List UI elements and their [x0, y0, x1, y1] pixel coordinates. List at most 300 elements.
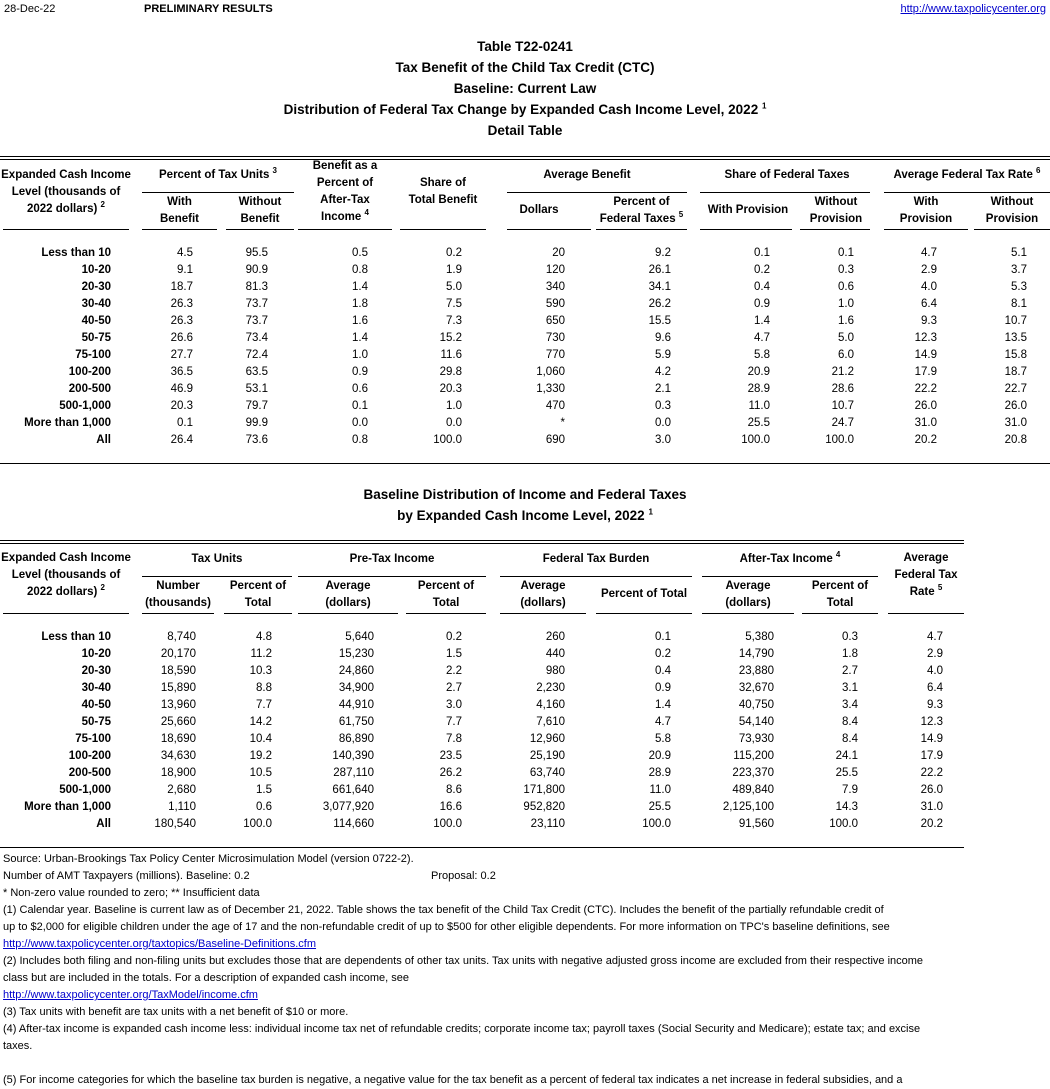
table-cell: 100.0: [433, 434, 462, 446]
table-cell: 73.7: [245, 298, 268, 310]
underline: [802, 613, 878, 614]
table-cell: 1.6: [838, 315, 854, 327]
col-header-share-total-benefit: Share of Total Benefit: [408, 177, 478, 206]
table-cell: 15.2: [439, 332, 462, 344]
underline: [700, 192, 870, 193]
col-header-income-level: Expanded Cash Income Level (thousands of 2022 dollars) $^2$: [1, 169, 131, 215]
table-cell: 7,610: [536, 716, 565, 728]
underline: [596, 229, 687, 230]
table-cell: 4.0: [921, 281, 937, 293]
table-cell: 120: [545, 264, 565, 276]
underline: [3, 229, 129, 230]
row-label: 20-30: [81, 281, 111, 293]
table-cell: 20.9: [747, 366, 770, 378]
table-cell: 8.8: [256, 682, 272, 694]
table-cell: 18.7: [170, 281, 193, 293]
amt-note: Number of AMT Taxpayers (millions). Baseline: 0.2 Proposal: 0.2: [3, 870, 496, 882]
table-cell: 9.2: [655, 247, 671, 259]
table-cell: 25,190: [529, 750, 565, 762]
footnote-4: (4) After-tax income is expanded cash income less: individual income tax net of refundable credits; corporate income tax; payroll taxes (Social Security and Medicare); estate tax; and excise taxes.: [3, 1023, 921, 1052]
table-cell: 1.6: [352, 315, 368, 327]
table-cell: 21.2: [831, 366, 854, 378]
col-header-pt-pct-total: Percent of Total: [417, 580, 475, 609]
row-label: 100-200: [68, 366, 111, 378]
table-cell: 14.2: [249, 716, 272, 728]
table-cell: 7.9: [842, 784, 858, 796]
underline: [142, 576, 292, 577]
col-header-pt-average: Average (dollars): [325, 580, 371, 609]
col-header-ftb-pct-total: Percent of Total: [600, 588, 688, 600]
table-cell: 53.1: [245, 383, 268, 395]
distribution-title: Distribution of Federal Tax Change by Expanded Cash Income Level, 2022 $^1$: [283, 101, 767, 117]
row-label: 100-200: [68, 750, 111, 762]
table-top-rule-2: [0, 543, 964, 544]
table-cell: 3.0: [655, 434, 671, 446]
table-cell: 0.9: [655, 682, 671, 694]
row-label: 500-1,000: [59, 784, 111, 796]
table-cell: 7.7: [446, 716, 462, 728]
table-cell: 23.5: [439, 750, 462, 762]
income-definition-link[interactable]: http://www.taxpolicycenter.org/TaxModel/income.cfm: [3, 989, 258, 1001]
table-cell: 5,380: [745, 631, 774, 643]
table-row: [0, 765, 1050, 782]
table-cell: 8.6: [446, 784, 462, 796]
table-cell: 22.2: [914, 383, 937, 395]
underline: [400, 229, 486, 230]
table-cell: 0.6: [838, 281, 854, 293]
table-cell: 17.9: [920, 750, 943, 762]
table-cell: 2.7: [842, 665, 858, 677]
underline: [884, 192, 1050, 193]
table-cell: 73.4: [245, 332, 268, 344]
table-cell: 18,690: [160, 733, 196, 745]
table-cell: 20.2: [920, 818, 943, 830]
underline: [884, 229, 968, 230]
table-row: [0, 279, 1050, 296]
table-cell: 95.5: [245, 247, 268, 259]
table-cell: 90.9: [245, 264, 268, 276]
table-cell: 287,110: [333, 767, 374, 779]
table-cell: 1.4: [352, 332, 368, 344]
table-cell: 1.4: [754, 315, 770, 327]
table-cell: 3.1: [842, 682, 858, 694]
table-cell: 23,110: [530, 818, 565, 830]
table-cell: 15.5: [648, 315, 671, 327]
table-cell: 2.1: [655, 383, 671, 395]
underline: [224, 613, 292, 614]
table-cell: 0.2: [754, 264, 770, 276]
table-cell: 1,060: [536, 366, 565, 378]
table-cell: 28.9: [747, 383, 770, 395]
table-cell: 73.7: [245, 315, 268, 327]
row-label: 200-500: [68, 383, 111, 395]
table-cell: 0.4: [655, 665, 671, 677]
table-row: [0, 714, 1050, 731]
table-cell: 114,660: [333, 818, 374, 830]
row-label: All: [96, 434, 111, 446]
table-row: [0, 398, 1050, 415]
table-row: [0, 330, 1050, 347]
table-cell: 26.3: [170, 298, 193, 310]
table-cell: 9.1: [177, 264, 193, 276]
table-cell: 100.0: [642, 818, 671, 830]
table-cell: 5.3: [1011, 281, 1027, 293]
col-group-percent-tax-units: Percent of Tax Units $^3$: [159, 166, 277, 181]
table-cell: 7.8: [446, 733, 462, 745]
site-link[interactable]: http://www.taxpolicycenter.org: [900, 3, 1046, 15]
footnotes: [3, 851, 1047, 1089]
table-cell: 86,890: [338, 733, 374, 745]
table-cell: 26.0: [1004, 400, 1027, 412]
table-cell: 650: [545, 315, 565, 327]
table-cell: 46.9: [170, 383, 193, 395]
table-cell: 36.5: [170, 366, 193, 378]
table-cell: 14,790: [738, 648, 774, 660]
table-cell: 5.1: [1011, 247, 1027, 259]
table-cell: 0.0: [446, 417, 462, 429]
source-note: Source: Urban-Brookings Tax Policy Center Microsimulation Model (version 0722-2).: [3, 853, 414, 865]
underline: [3, 613, 129, 614]
table-cell: 0.3: [838, 264, 854, 276]
table-cell: 0.5: [352, 247, 368, 259]
row-label: 200-500: [68, 767, 111, 779]
table-cell: 4.7: [921, 247, 937, 259]
underline: [142, 229, 217, 230]
col-header-without-benefit: Without Benefit: [238, 196, 282, 225]
table-cell: 115,200: [733, 750, 774, 762]
row-label: Less than 10: [41, 247, 111, 259]
table-cell: 4.7: [927, 631, 943, 643]
table-cell: 590: [545, 298, 565, 310]
table-cell: 31.0: [1004, 417, 1027, 429]
table-title: Tax Benefit of the Child Tax Credit (CTC): [395, 60, 655, 75]
footnote-2: (2) Includes both filing and non-filing units but excludes those that are dependents of other tax units. Tax units with negative adjusted gross income are excluded from their respective income class but are included in the totals. For a description of expanded cash income, see http://www.taxpolicycenter.org/TaxModel/income.cfm: [3, 953, 1047, 1004]
table-row: [0, 663, 1050, 680]
table-cell: 73,930: [738, 733, 774, 745]
table-cell: 2.9: [921, 264, 937, 276]
row-label: 40-50: [81, 315, 111, 327]
table-cell: 100.0: [741, 434, 770, 446]
baseline-definitions-link[interactable]: http://www.taxpolicycenter.org/taxtopics/Baseline-Definitions.cfm: [3, 938, 317, 950]
document-title-block: [0, 36, 1050, 141]
table-cell: 2,230: [536, 682, 565, 694]
table-cell: 20.8: [1004, 434, 1027, 446]
table-cell: 26.0: [914, 400, 937, 412]
table-cell: 61,750: [338, 716, 374, 728]
table-cell: 1.9: [446, 264, 462, 276]
table-cell: 2,680: [167, 784, 196, 796]
table-cell: 15,890: [160, 682, 196, 694]
table-cell: 0.1: [754, 247, 770, 259]
col-header-share-with-provision: With Provision: [707, 204, 789, 216]
table-cell: 1.0: [352, 349, 368, 361]
table-cell: 29.8: [439, 366, 462, 378]
table-cell: 2.9: [927, 648, 943, 660]
table-cell: 0.1: [655, 631, 671, 643]
table-cell: 9.3: [927, 699, 943, 711]
underline: [700, 229, 792, 230]
table-cell: 140,390: [332, 750, 374, 762]
table-cell: 3.4: [842, 699, 858, 711]
report-date: 28-Dec-22: [4, 3, 56, 15]
table-row: [0, 296, 1050, 313]
table-cell: 0.1: [838, 247, 854, 259]
table-cell: 18.7: [1004, 366, 1027, 378]
table-row: [0, 697, 1050, 714]
table-cell: 260: [545, 631, 565, 643]
row-label: 40-50: [81, 699, 111, 711]
table-cell: 952,820: [523, 801, 565, 813]
table-cell: 171,800: [523, 784, 565, 796]
col-header-number: Number (thousands): [145, 580, 211, 609]
table-cell: 0.2: [446, 247, 462, 259]
col-header-rate-without-provision: Without Provision: [985, 196, 1039, 225]
table-cell: 11.6: [440, 349, 462, 361]
col-header-at-pct-total: Percent of Total: [811, 580, 869, 609]
rounding-note: * Non-zero value rounded to zero; ** Insufficient data: [3, 887, 260, 899]
underline: [974, 229, 1050, 230]
table-cell: 6.0: [838, 349, 854, 361]
underline: [142, 192, 294, 193]
table-cell: 23,880: [738, 665, 774, 677]
table-cell: 26.2: [439, 767, 462, 779]
table-cell: 12.3: [920, 716, 943, 728]
table-cell: 0.0: [655, 417, 671, 429]
table-cell: 10.7: [1004, 315, 1027, 327]
table-cell: 1,110: [168, 801, 196, 813]
table-cell: 34,630: [160, 750, 196, 762]
underline: [507, 192, 687, 193]
col-group-avg-fed-tax-rate: Average Federal Tax Rate $^6$: [893, 166, 1041, 181]
table-cell: 1.8: [352, 298, 368, 310]
table-cell: 26.1: [648, 264, 671, 276]
table-top-rule: [0, 540, 964, 541]
col-header-rate-with-provision: With Provision: [899, 196, 953, 225]
table-cell: 489,840: [732, 784, 774, 796]
table-cell: 13.5: [1004, 332, 1027, 344]
table-cell: 26.0: [920, 784, 943, 796]
table-cell: 3,077,920: [322, 801, 374, 813]
table-cell: 730: [545, 332, 565, 344]
table-cell: 7.3: [446, 315, 462, 327]
row-label: 30-40: [81, 682, 111, 694]
table-bottom-rule: [0, 463, 1050, 464]
table-cell: 9.6: [655, 332, 671, 344]
table-cell: 25,660: [160, 716, 196, 728]
row-label: 75-100: [75, 733, 111, 745]
table-cell: 2.2: [446, 665, 462, 677]
baseline-title: Baseline: Current Law: [453, 81, 597, 96]
table-cell: 28.6: [831, 383, 854, 395]
table-cell: 980: [545, 665, 565, 677]
table-cell: 5.8: [754, 349, 770, 361]
underline: [142, 613, 214, 614]
table-cell: 8.1: [1011, 298, 1027, 310]
table-cell: 8,740: [167, 631, 196, 643]
table-cell: 5.8: [655, 733, 671, 745]
table-cell: 4.0: [927, 665, 943, 677]
table-cell: 34,900: [338, 682, 374, 694]
table-cell: 17.9: [914, 366, 937, 378]
table-cell: 1.5: [256, 784, 272, 796]
table-cell: 1.0: [838, 298, 854, 310]
row-label: Less than 10: [41, 631, 111, 643]
table-cell: 223,370: [732, 767, 774, 779]
table-cell: 0.9: [754, 298, 770, 310]
col-header-tu-pct-total: Percent of Total: [229, 580, 287, 609]
table-cell: 10.7: [831, 400, 854, 412]
table-cell: 10.4: [249, 733, 272, 745]
table-cell: 18,590: [160, 665, 196, 677]
col-header-dollars: Dollars: [519, 204, 559, 216]
table-cell: 8.4: [842, 733, 858, 745]
underline: [888, 613, 964, 614]
underline: [800, 229, 870, 230]
table-cell: 27.7: [170, 349, 193, 361]
table-cell: 32,670: [738, 682, 774, 694]
underline: [500, 576, 692, 577]
table-cell: 16.6: [439, 801, 462, 813]
col-group-tax-units: Tax Units: [191, 553, 243, 565]
table-cell: 340: [545, 281, 565, 293]
table-cell: 24.1: [835, 750, 858, 762]
underline: [298, 229, 392, 230]
table-cell: 28.9: [648, 767, 671, 779]
table-cell: 1.5: [446, 648, 462, 660]
table-cell: 11.2: [250, 648, 272, 660]
table-cell: 91,560: [738, 818, 774, 830]
table-cell: 15,230: [338, 648, 374, 660]
table-cell: 19.2: [249, 750, 272, 762]
table-cell: 10.5: [249, 767, 272, 779]
table-row: [0, 347, 1050, 364]
table-row: [0, 646, 1050, 663]
table-cell: 100.0: [243, 818, 272, 830]
table-cell: 20.3: [170, 400, 193, 412]
underline: [702, 613, 794, 614]
table-cell: 12,960: [529, 733, 565, 745]
underline: [507, 229, 591, 230]
row-label: 10-20: [81, 648, 111, 660]
table-top-rule: [0, 156, 1050, 157]
table-cell: 26.4: [170, 434, 193, 446]
col-header-benefit-pct-after-tax: Benefit as a Percent of After-Tax Income $^4$: [312, 160, 378, 223]
table-cell: 24,860: [338, 665, 374, 677]
table-cell: 4.5: [177, 247, 193, 259]
table-cell: 24.7: [831, 417, 854, 429]
table-cell: 10.3: [249, 665, 272, 677]
footnote-1: (1) Calendar year. Baseline is current law as of December 21, 2022. Table shows the tax benefit of the Child Tax Credit (CTC). Includes the benefit of the partially refundable credit of up to $2,000 for eligible children under the age of 17 and the non-refundable credit of up to $500 for other eligible dependents. For more information on TPC's baseline definitions, see http://www.taxpolicycenter.org/taxtopics/Baseline-Definitions.cfm: [3, 902, 1047, 953]
table-cell: 6.4: [921, 298, 937, 310]
table-cell: 7.7: [256, 699, 272, 711]
row-label: 50-75: [81, 332, 111, 344]
col-group-pretax-income: Pre-Tax Income: [349, 553, 435, 565]
baseline-table-title: Baseline Distribution of Income and Federal Taxes by Expanded Cash Income Level, 2022 $^1$: [363, 487, 687, 523]
table-cell: *: [560, 417, 565, 429]
table-cell: 4,160: [536, 699, 565, 711]
table-cell: 4.2: [655, 366, 671, 378]
table-cell: 690: [545, 434, 565, 446]
table-cell: 1.0: [446, 400, 462, 412]
table-cell: 25.5: [648, 801, 671, 813]
underline: [596, 613, 692, 614]
col-header-with-benefit: With Benefit: [160, 196, 199, 225]
table-cell: 0.2: [446, 631, 462, 643]
page-header: [4, 3, 1048, 19]
table-cell: 26.3: [170, 315, 193, 327]
table-cell: 9.3: [921, 315, 937, 327]
col-header-avg-fed-tax-rate: Average Federal Tax Rate $^5$: [894, 552, 958, 598]
table-cell: 15.8: [1004, 349, 1027, 361]
col-group-share-federal-taxes: Share of Federal Taxes: [724, 169, 850, 181]
footnote-3: (3) Tax units with benefit are tax units with a net benefit of $10 or more.: [3, 1006, 349, 1018]
table-cell: 20.2: [914, 434, 937, 446]
table-cell: 1.4: [352, 281, 368, 293]
row-label: 10-20: [81, 264, 111, 276]
table-cell: 440: [545, 648, 565, 660]
table-cell: 4.7: [655, 716, 671, 728]
table-cell: 72.4: [245, 349, 268, 361]
table-row: [0, 782, 1050, 799]
table-cell: 0.1: [352, 400, 368, 412]
table-cell: 81.3: [245, 281, 268, 293]
table-cell: 100.0: [433, 818, 462, 830]
table-cell: 63,740: [529, 767, 565, 779]
table-row: [0, 816, 1050, 833]
underline: [298, 576, 486, 577]
col-group-aftertax-income: After-Tax Income $^4$: [739, 550, 841, 565]
row-label: 75-100: [75, 349, 111, 361]
table-cell: 470: [545, 400, 565, 412]
table-cell: 34.1: [648, 281, 671, 293]
table-cell: 0.8: [352, 434, 368, 446]
table-cell: 8.4: [842, 716, 858, 728]
table-cell: 5.0: [446, 281, 462, 293]
row-label: All: [96, 818, 111, 830]
underline: [406, 613, 486, 614]
table-cell: 11.0: [748, 400, 770, 412]
table-cell: 0.2: [655, 648, 671, 660]
table-cell: 0.4: [754, 281, 770, 293]
table-row: [0, 245, 1050, 262]
table-cell: 4.7: [754, 332, 770, 344]
underline: [226, 229, 294, 230]
table-row: [0, 432, 1050, 449]
table-cell: 99.9: [245, 417, 268, 429]
table-row: [0, 748, 1050, 765]
table-cell: 0.6: [256, 801, 272, 813]
table-cell: 180,540: [154, 818, 196, 830]
table-cell: 25.5: [835, 767, 858, 779]
table-cell: 3.7: [1011, 264, 1027, 276]
col-header-at-average: Average (dollars): [725, 580, 771, 609]
table-row: [0, 799, 1050, 816]
table-row: [0, 680, 1050, 697]
table-cell: 661,640: [332, 784, 374, 796]
footnote-5: (5) For income categories for which the baseline tax burden is negative, a negative value for the tax benefit as a percent of federal tax indicates a net increase in federal subsidies, and a: [3, 1074, 903, 1086]
detail-title: Detail Table: [487, 123, 563, 138]
table-cell: 31.0: [920, 801, 943, 813]
table-cell: 73.6: [245, 434, 268, 446]
table-cell: 100.0: [825, 434, 854, 446]
table-cell: 1,330: [536, 383, 565, 395]
table-cell: 54,140: [738, 716, 774, 728]
table-row: [0, 415, 1050, 432]
status-label: PRELIMINARY RESULTS: [144, 3, 273, 15]
row-label: More than 1,000: [24, 801, 111, 813]
row-label: 30-40: [81, 298, 111, 310]
table-cell: 770: [545, 349, 565, 361]
